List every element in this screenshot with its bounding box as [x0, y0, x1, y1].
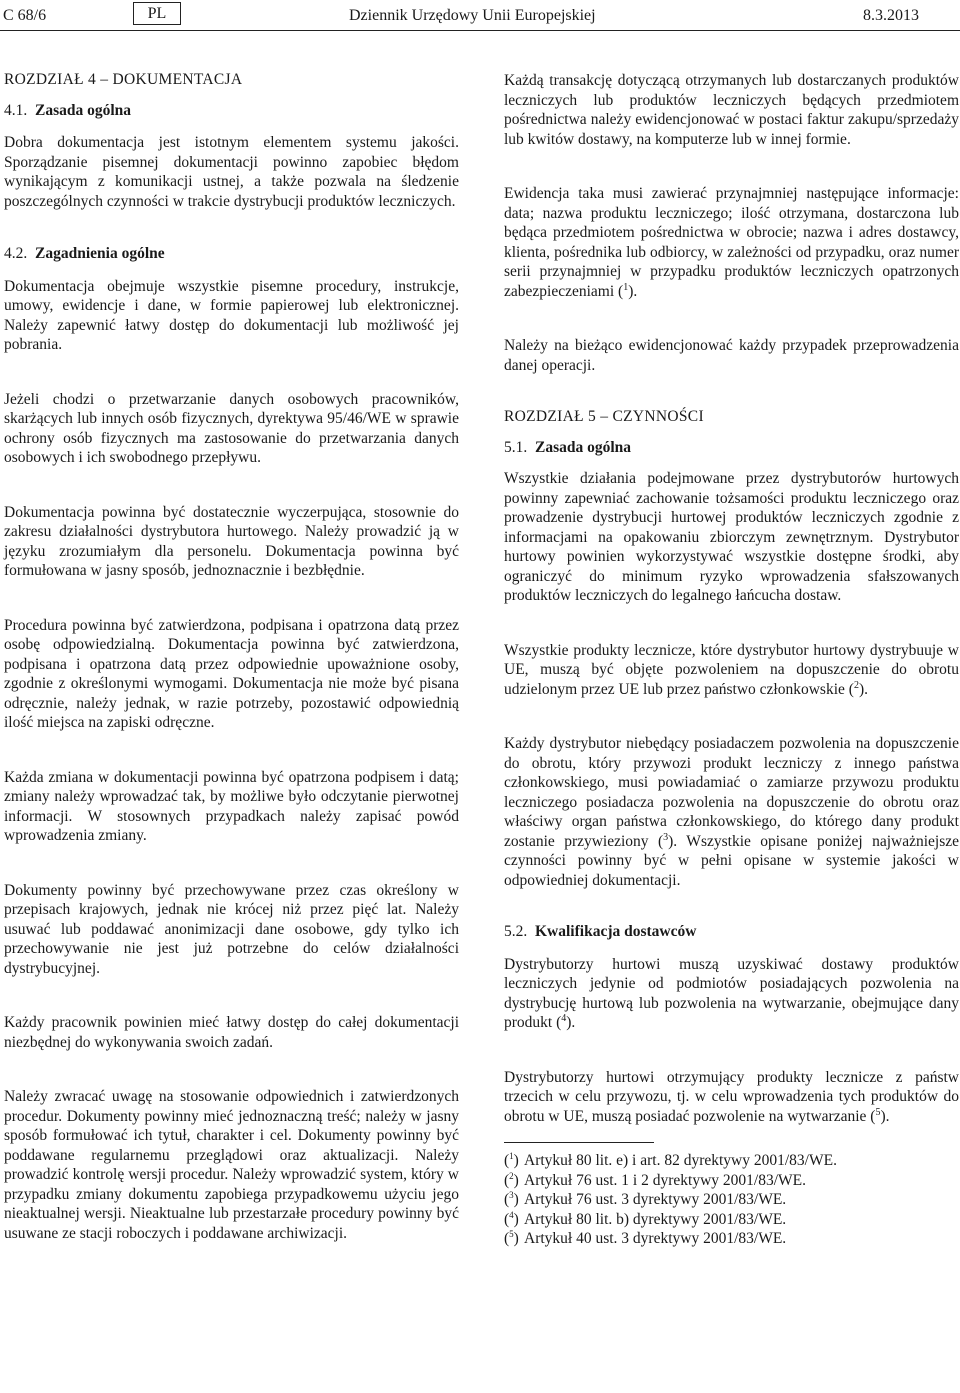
paragraph: Dystrybutorzy hurtowi muszą uzyskiwać dostawy produktów leczniczych jedynie od podmiotów posiadających pozwolenia na dystrybucję hurtową lub pozwolenia na wytwarzanie, obejmujące dany produkt ($^4$). — [504, 955, 959, 1031]
section-number: 5.1. — [504, 438, 528, 456]
section-title: Zasada ogólna — [35, 101, 132, 119]
section-title: Zasada ogólna — [535, 438, 632, 456]
section-4-2-heading — [4, 244, 459, 264]
right-column — [504, 66, 959, 1249]
page-header — [0, 0, 960, 32]
section-title: Zagadnienia ogólne — [35, 245, 165, 262]
footnote: ($^5$) Artykuł 40 ust. 3 dyrektywy 2001/83/WE. — [504, 1228, 787, 1247]
section-number: 5.2. — [504, 923, 528, 940]
footnote-ref: 4 — [561, 1012, 567, 1024]
paragraph: Należy zwracać uwagę na stosowanie odpowiednich i zatwierdzonych procedur. Dokumenty powinny mieć jednoznaczną treść; należy w jasny sposób formułować ich tytuł, charakter i cel. Dokumenty powinny być poddawane regularnemu przeglądowi oraz aktualizacji. Należy prowadzić kontrolę wersji procedur. Należy wprowadzić system, który w przypadku zmiany dokumentu zapobiega przypadkowemu użyciu jego nieaktualnej wersji. Nieaktualne lub przestarzałe procedury powinny być usuwane ze stacji roboczych i poddawane archiwizacji. — [4, 1088, 459, 1242]
footnote-ref: 1 — [623, 281, 629, 293]
paragraph: Dokumentacja obejmuje wszystkie pisemne procedury, instrukcje, umowy, ewidencje i dane, w formie papierowej lub elektronicznej. Należy zapewnić łatwy dostęp do dokumentacji lub możliwość jej pobrania. — [4, 277, 459, 353]
section-4-1-heading — [4, 101, 459, 121]
language-badge: PL — [133, 2, 181, 25]
section-number: 4.2. — [4, 245, 28, 262]
paragraph: Ewidencja taka musi zawierać przynajmniej następujące informacje: data; nazwa produktu leczniczego; ilość otrzymana, dostarczona lub będąca przedmiotem pośrednictwa w obrocie; nazwa i adres dostawcy, klienta, pośrednika lub odbiorcy, w zależności od przypadku, oraz numer serii przynajmniej w przypadku produktów leczniczych opatrzonych zabezpieczeniami ($^1$). — [504, 185, 959, 300]
paragraph: Procedura powinna być zatwierdzona, podpisana i opatrzona datą przez osobę odpowiedzialną. Dokumentacja powinna być zatwierdzona, podpisana i opatrzona datą przez odpowiednie upoważnione osoby, zgodnie z określonymi wymogami. Dokumentacja nie może być pisana odręcznie, należy jednak, w razie potrzeby, pozostawić odpowiednią ilość miejsca na zapiski odręczne. — [4, 616, 459, 731]
paragraph: Należy na bieżąco ewidencjonować każdy przypadek przeprowadzenia danej operacji. — [504, 337, 959, 374]
footnote: ($^2$) Artykuł 76 ust. 1 i 2 dyrektywy 2001/83/WE. — [504, 1170, 806, 1189]
paragraph: Dystrybutorzy hurtowi otrzymujący produkty lecznicze z państw trzecich w celu przywozu, tj. w celu wprowadzenia tych produktów do obrotu w UE, muszą posiadać pozwolenie na wytwarzanie ($^5$). — [504, 1068, 959, 1125]
footnote-ref: 3 — [663, 831, 669, 843]
paragraph: Każdą transakcję dotyczącą otrzymanych lub dostarczanych produktów leczniczych lub produktów leczniczych będących przedmiotem pośrednictwa należy ewidencjonować w postaci faktur zakupu/sprzedaży lub kwitów dostawy, na komputerze lub w innej formie. — [504, 72, 959, 148]
page-number: C 68/6 — [3, 7, 47, 24]
paragraph: Dokumentacja powinna być dostatecznie wyczerpująca, stosownie do zakresu działalności dystrybutora hurtowego. Należy prowadzić ją w języku zrozumiałym dla personelu. Dokumentacja powinna być formułowana w jasny sposób, jednoznacznie i bezbłędnie. — [4, 503, 459, 579]
section-number: 4.1. — [4, 101, 28, 119]
footnote: ($^1$) Artykuł 80 lit. e) i art. 82 dyrektywy 2001/83/WE. — [504, 1150, 837, 1169]
footnote-ref: 2 — [853, 679, 859, 691]
footnote-ref: 5 — [875, 1106, 881, 1118]
publication-date: 8.3.2013 — [863, 7, 919, 24]
paragraph: Każdy dystrybutor niebędący posiadaczem pozwolenia na dopuszczenie do obrotu, który przywozi produkt leczniczy z innego państwa członkowskiego, musi powiadamiać o zamiarze przywozu produktu leczniczego posiadacza pozwolenia na dopuszczenie do obrotu oraz właściwy organ państwa członkowskiego, do którego dany produkt zostanie przywieziony ($^3$). Wszystkie opisane poniżej najważniejsze czynności powinny być w pełni opisane w systemie jakości w odpowiedniej dokumentacji. — [504, 735, 960, 889]
journal-title: Dziennik Urzędowy Unii Europejskiej — [349, 7, 596, 24]
chapter-4-heading: ROZDZIAŁ 4 – DOKUMENTACJA — [4, 71, 243, 88]
paragraph: Każdy pracownik powinien mieć łatwy dostęp do całej dokumentacji niezbędnej do wykonywania swoich zadań. — [4, 1014, 459, 1051]
footnote-divider — [504, 1142, 654, 1143]
paragraph: Każda zmiana w dokumentacji powinna być opatrzona podpisem i datą; zmiany należy wprowadzać tak, by możliwe było odczytanie pierwotnej informacji. W stosownych przypadkach należy zapisać powód wprowadzenia zmiany. — [4, 768, 459, 844]
footnote: ($^4$) Artykuł 80 lit. b) dyrektywy 2001/83/WE. — [504, 1209, 787, 1228]
chapter-5-heading: ROZDZIAŁ 5 – CZYNNOŚCI — [504, 408, 704, 425]
paragraph: Dokumenty powinny być przechowywane przez czas określony w przepisach krajowych, jednak nie krócej niż przez pięć lat. Należy usuwać lub poddawać anonimizacji dane osobowe, gdy tylko ich przechowywanie nie jest już potrzebne do celów działalności dystrybucyjnej. — [4, 881, 459, 977]
section-5-2-heading — [504, 922, 959, 942]
footnote: ($^3$) Artykuł 76 ust. 3 dyrektywy 2001/83/WE. — [504, 1189, 787, 1208]
footnotes — [504, 1151, 959, 1249]
left-column — [4, 66, 459, 1243]
paragraph: Jeżeli chodzi o przetwarzanie danych osobowych pracowników, skarżących lub innych osób fizycznych, dyrektywa 95/46/WE w sprawie ochrony osób fizycznych ma zastosowanie do przetwarzania danych osobowych i ich swobodnego przepływu. — [4, 390, 459, 466]
paragraph: Wszystkie działania podejmowane przez dystrybutorów hurtowych powinny zapewniać zachowanie tożsamości produktu leczniczego oraz prowadzenie dystrybucji hurtowej produktów leczniczych zgodnie z informacjami na opakowaniu zbiorczym zewnętrznym. Dystrybutor hurtowy powinien wykorzystywać wszystkie dostępne środki, aby ograniczyć do minimum ryzyko wprowadzenia sfałszowanych produktów leczniczych do legalnego łańcucha dostaw. — [504, 470, 959, 604]
section-title: Kwalifikacja dostawców — [535, 923, 697, 940]
section-5-1-heading — [504, 438, 959, 458]
header-divider — [0, 30, 960, 31]
paragraph: Wszystkie produkty lecznicze, które dystrybutor hurtowy dystrybuuje w UE, muszą być objęte pozwoleniem na dopuszczenie do obrotu udzielonym przez UE lub przez państwo członkowskie ($^2$). — [504, 641, 959, 698]
paragraph: Dobra dokumentacja jest istotnym elementem systemu jakości. Sporządzanie pisemnej dokumentacji powinno zapobiec błędom wynikającym z komunikacji ustnej, a także pozwala na śledzenie poszczególnych czynności w trakcie dystrybucji produktów leczniczych. — [4, 134, 459, 210]
